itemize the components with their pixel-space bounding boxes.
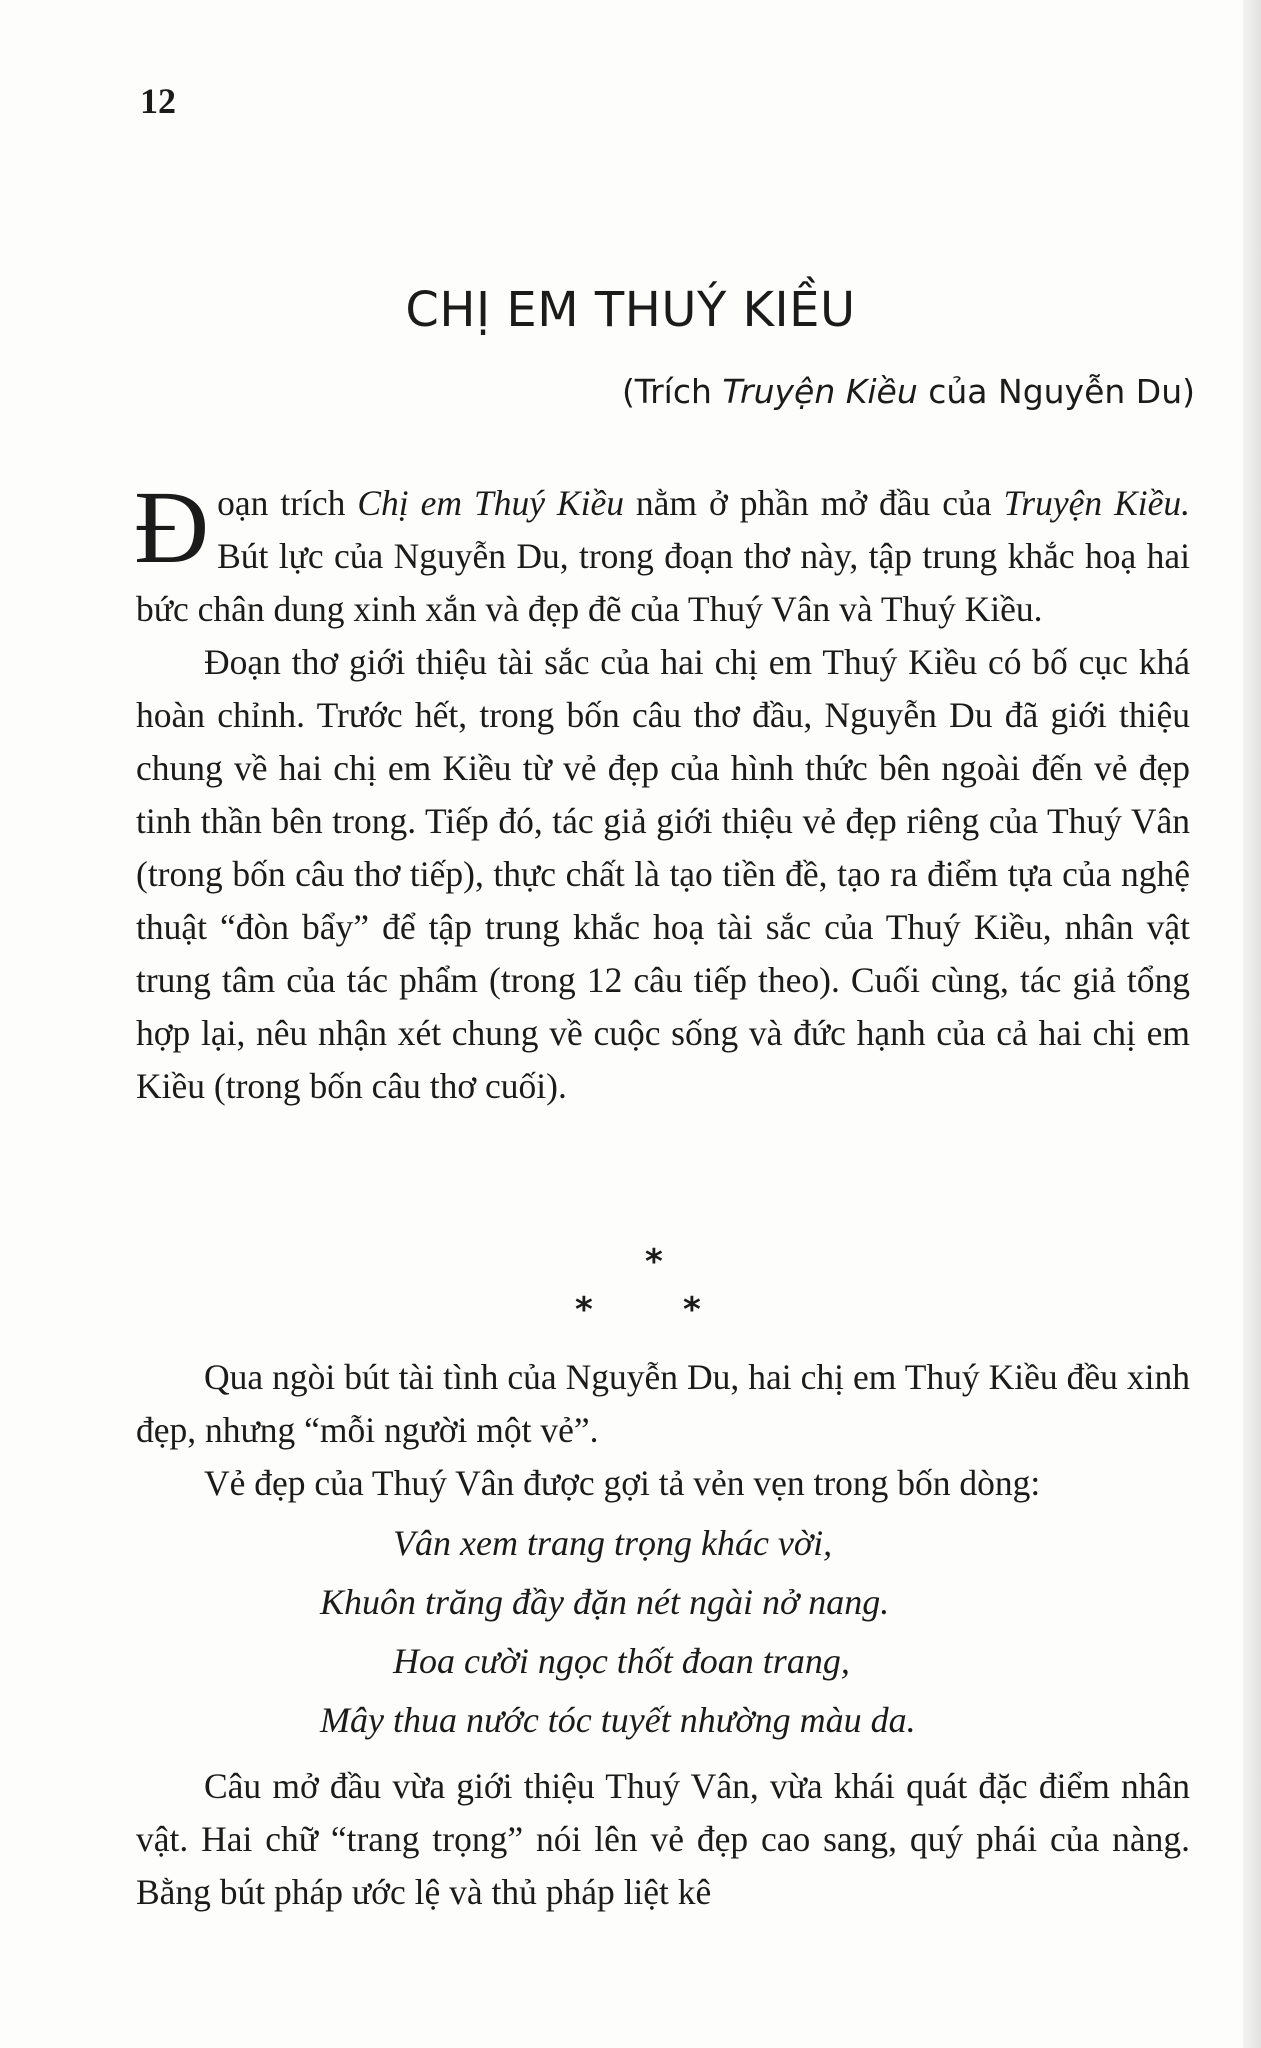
body-section-2 [136, 1760, 1190, 1919]
verse-line-2: Khuôn trăng đầy đặn nét ngài nở nang. [320, 1582, 890, 1622]
intro-text-c: Bút lực của Nguyễn Du, trong đoạn thơ này, tập trung khắc hoạ hai bức chân dung xinh xắn và đẹp đẽ của Thuý Vân và Thuý Kiều. [136, 536, 1190, 629]
separator-star-left: * [575, 1290, 593, 1330]
verse-line-3: Hoa cười ngọc thốt đoan trang, [393, 1641, 850, 1681]
separator-star-right: * [683, 1290, 701, 1330]
intro-text-a: oạn trích [217, 483, 358, 523]
body-paragraph-1: Qua ngòi bút tài tình của Nguyễn Du, hai chị em Thuý Kiều đều xinh đẹp, nhưng “mỗi người một vẻ”. [136, 1357, 1190, 1450]
source-suffix: của Nguyễn Du) [917, 372, 1195, 411]
intro-paragraph-2: Đoạn thơ giới thiệu tài sắc của hai chị em Thuý Kiều có bố cục khá hoàn chỉnh. Trước hết, trong bốn câu thơ đầu, Nguyễn Du đã giới thiệu chung về hai chị em Kiều từ vẻ đẹp của hình thức bên ngoài đến vẻ đẹp tinh thần bên trong. Tiếp đó, tác giả giới thiệu vẻ đẹp riêng của Thuý Vân (trong bốn câu thơ tiếp), thực chất là tạo tiền đề, tạo ra điểm tựa của nghệ thuật “đòn bẩy” để tập trung khắc hoạ tài sắc của Thuý Kiều, nhân vật trung tâm của tác phẩm (trong 12 câu tiếp theo). Cuối cùng, tác giả tổng hợp lại, nêu nhận xét chung về cuộc sống và đức hạnh của cả hai chị em Kiều (trong bốn câu thơ cuối). [136, 642, 1190, 1106]
body-section-1 [136, 1351, 1190, 1510]
intro-paragraph-1 [134, 470, 1190, 636]
intro-work-title-2: Truyện Kiều. [1003, 483, 1190, 523]
separator-star-top: * [645, 1242, 663, 1282]
intro-text-b: nằm ở phần mở đầu của [623, 483, 1004, 523]
verse-line-1: Vân xem trang trọng khác vời, [393, 1523, 833, 1563]
verse-block [0, 1514, 1261, 1750]
intro-section [134, 470, 1190, 1113]
page-number: 12 [140, 81, 176, 121]
drop-cap: Đ [134, 470, 210, 585]
intro-work-title: Chị em Thuý Kiều [357, 483, 624, 523]
source-citation [622, 372, 1195, 411]
chapter-title: CHỊ EM THUÝ KIỀU [405, 282, 856, 338]
verse-line-4: Mây thua nước tóc tuyết nhường màu da. [320, 1700, 916, 1740]
source-work: Truyện Kiều [722, 372, 918, 411]
body-paragraph-2: Vẻ đẹp của Thuý Vân được gợi tả vẻn vẹn trong bốn dòng: [204, 1463, 1041, 1503]
body-paragraph-3: Câu mở đầu vừa giới thiệu Thuý Vân, vừa khái quát đặc điểm nhân vật. Hai chữ “trang trọng” nói lên vẻ đẹp cao sang, quý phái của nàng. Bằng bút pháp ước lệ và thủ pháp liệt kê [136, 1766, 1190, 1912]
source-prefix: (Trích [621, 372, 723, 411]
